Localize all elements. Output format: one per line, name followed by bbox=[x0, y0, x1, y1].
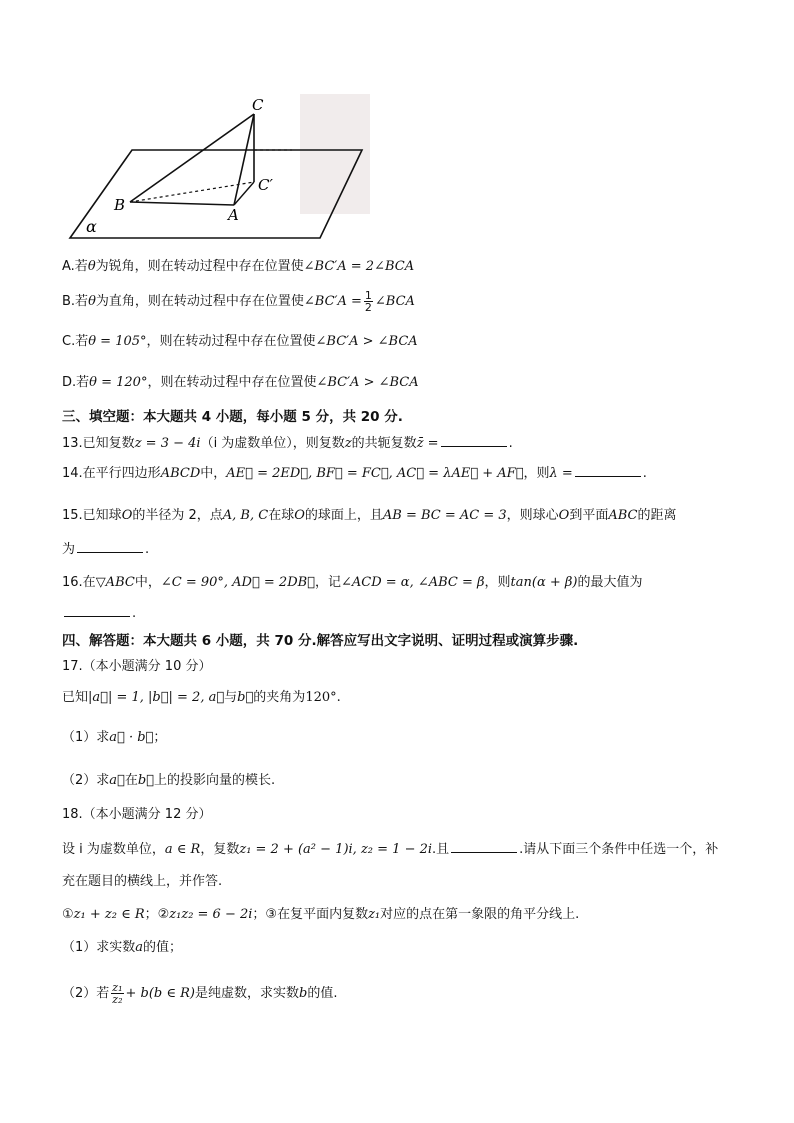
q17-part2-text-b: 在 bbox=[124, 773, 138, 788]
answer-blank[interactable] bbox=[64, 604, 130, 617]
q18-part1-var: a bbox=[135, 940, 144, 955]
q16-tan: tan(α + β) bbox=[510, 575, 578, 590]
answer-blank[interactable] bbox=[451, 840, 517, 853]
q16-text-b: 中， bbox=[134, 575, 161, 590]
q18-opt2-math: z₁z₂ = 6 − 2i bbox=[169, 907, 253, 922]
q13-end: . bbox=[508, 436, 513, 451]
q13-zbar: z̄ = bbox=[416, 436, 439, 451]
q15-text: 15.已知球 bbox=[62, 508, 122, 523]
q17-part1-end: ； bbox=[153, 730, 167, 745]
q14-end: . bbox=[642, 466, 647, 481]
q18-part2-var: b bbox=[299, 986, 308, 1001]
question-15-line2 bbox=[62, 540, 149, 559]
q18-complex: z₁ = 2 + (a² − 1)i, z₂ = 1 − 2i bbox=[239, 842, 433, 857]
label-B: B bbox=[114, 196, 126, 214]
fraction-numerator: z₁ bbox=[112, 981, 123, 994]
q18-opt3-z: z₁ bbox=[368, 907, 381, 922]
q15-abc: ABC bbox=[608, 508, 638, 523]
option-D-condition: θ = 120° bbox=[89, 375, 148, 390]
q17-angle: 120°. bbox=[305, 690, 341, 705]
option-B bbox=[62, 290, 415, 313]
q15-line2: 为 bbox=[62, 542, 76, 557]
q18-text: 设 i 为虚数单位， bbox=[62, 842, 165, 857]
q15-text-e: ，则球心 bbox=[506, 508, 559, 523]
section3-heading: 三、填空题：本大题共 4 小题，每小题 5 分，共 20 分. bbox=[62, 409, 403, 425]
option-A-text: 为锐角，则在转动过程中存在位置使 bbox=[95, 259, 304, 274]
q17-given-text: 已知 bbox=[62, 690, 89, 705]
question-16 bbox=[62, 574, 643, 592]
q18-opt2: ；② bbox=[144, 907, 170, 922]
q14-text-c: ，则 bbox=[523, 466, 550, 481]
option-D-math: ∠BC′A > ∠BCA bbox=[316, 375, 419, 390]
q18-part2-math: + b(b ∈ R) bbox=[125, 986, 195, 1001]
q15-O: O bbox=[294, 508, 305, 523]
q18-opt3: ；③在复平面内复数 bbox=[252, 907, 369, 922]
q16-text-e: 的最大值为 bbox=[577, 575, 643, 590]
q16-end: . bbox=[132, 606, 137, 621]
q17-part1-text: （1）求 bbox=[62, 730, 110, 745]
edge-BA bbox=[130, 202, 234, 205]
q18-options bbox=[62, 906, 579, 924]
question-13 bbox=[62, 434, 513, 453]
option-D-prefix: D.若 bbox=[62, 375, 90, 390]
q15-O: O bbox=[121, 508, 133, 523]
q15-math: AB = BC = AC = 3 bbox=[382, 508, 507, 523]
q18-stem-line2: 充在题目的横线上，并作答. bbox=[62, 874, 223, 889]
q13-text: 13.已知复数 bbox=[62, 436, 135, 451]
q18-part1-end: 的值； bbox=[143, 940, 183, 955]
q18-part2-text-b: 是纯虚数，求实数 bbox=[195, 986, 300, 1001]
q14-lambda: λ = bbox=[549, 466, 573, 481]
q18-part2-text: （2）若 bbox=[62, 986, 110, 1001]
option-C-condition: θ = 105° bbox=[88, 334, 147, 349]
q18-text-b: ，复数 bbox=[200, 842, 240, 857]
q18-opt3-end: 对应的点在第一象限的角平分线上. bbox=[380, 907, 580, 922]
question-16-line2 bbox=[62, 604, 136, 623]
q15-end: . bbox=[145, 542, 150, 557]
q15-O: O bbox=[558, 508, 570, 523]
q14-text-b: 中， bbox=[200, 466, 227, 481]
option-B-text: 为直角，则在转动过程中存在位置使 bbox=[95, 294, 304, 309]
q18-opt1-math: z₁ + z₂ ∈ R bbox=[73, 907, 145, 922]
q17-part2-avec: a⃗ bbox=[109, 773, 125, 788]
option-C-prefix: C.若 bbox=[62, 334, 89, 349]
q17-given-text-c: 的夹角为 bbox=[253, 690, 306, 705]
q18-aR: a ∈ R bbox=[164, 842, 201, 857]
option-C-math: ∠BC′A > ∠BCA bbox=[315, 334, 418, 349]
fraction-denominator: z₂ bbox=[112, 993, 123, 1006]
option-A-theta: θ bbox=[87, 259, 96, 274]
option-B-fraction bbox=[364, 290, 373, 313]
q17-part2-bvec: b⃗ bbox=[137, 773, 154, 788]
q15-text-f: 到平面 bbox=[569, 508, 609, 523]
q14-text: 14.在平行四边形 bbox=[62, 466, 161, 481]
q17-part2-text: （2）求 bbox=[62, 773, 110, 788]
question-15 bbox=[62, 507, 677, 525]
q18-title: 18.（本小题满分 12 分） bbox=[62, 807, 212, 822]
label-alpha: α bbox=[86, 217, 97, 236]
question-14 bbox=[62, 464, 647, 483]
option-C-text: ，则在转动过程中存在位置使 bbox=[146, 334, 316, 349]
answer-blank[interactable] bbox=[575, 464, 641, 477]
q16-triangle: ▽ABC bbox=[95, 575, 135, 590]
answer-blank[interactable] bbox=[77, 540, 143, 553]
q18-part2-fraction bbox=[111, 982, 123, 1005]
q15-text-c: 在球 bbox=[268, 508, 295, 523]
q17-given-math: |a⃗| = 1, |b⃗| = 2, a⃗ bbox=[88, 690, 225, 705]
q16-text-c: ，记 bbox=[314, 575, 341, 590]
q18-part1 bbox=[62, 939, 182, 957]
option-B-math-right: ∠BCA bbox=[374, 294, 415, 309]
option-D bbox=[62, 374, 419, 392]
q13-text-b: （i 为虚数单位），则复数 bbox=[200, 436, 345, 451]
q18-part2-end: 的值. bbox=[307, 986, 338, 1001]
q18-stem bbox=[62, 840, 718, 859]
option-A-math: ∠BC′A = 2∠BCA bbox=[303, 259, 415, 274]
answer-blank[interactable] bbox=[441, 434, 507, 447]
q16-text: 16.在 bbox=[62, 575, 96, 590]
option-A bbox=[62, 258, 414, 276]
label-C-prime: C′ bbox=[258, 176, 273, 194]
label-A: A bbox=[228, 206, 239, 224]
option-C bbox=[62, 333, 418, 351]
q13-math: z = 3 − 4i bbox=[134, 436, 201, 451]
option-D-text: ，则在转动过程中存在位置使 bbox=[147, 375, 317, 390]
q13-text-c: 的共轭复数 bbox=[351, 436, 417, 451]
fraction-denominator: 2 bbox=[364, 301, 372, 314]
edge-BC bbox=[130, 114, 254, 202]
q17-given bbox=[62, 689, 341, 707]
fraction-numerator: 1 bbox=[364, 289, 372, 302]
q17-part1-math: a⃗ · b⃗ bbox=[109, 730, 154, 745]
q16-math2: ∠ACD = α, ∠ABC = β bbox=[340, 575, 485, 590]
option-B-math-left: ∠BC′A = bbox=[303, 294, 362, 309]
q17-bvec: b⃗ bbox=[237, 690, 254, 705]
q16-text-d: ，则 bbox=[484, 575, 511, 590]
q17-part2 bbox=[62, 772, 275, 790]
q14-abcd: ABCD bbox=[160, 466, 201, 481]
q18-text-d: .请从下面三个条件中任选一个，补 bbox=[519, 842, 719, 857]
q15-points: A, B, C bbox=[222, 508, 269, 523]
q15-text-b: 的半径为 2，点 bbox=[132, 508, 223, 523]
q16-math: ∠C = 90°, AD⃗ = 2DB⃗ bbox=[160, 575, 315, 590]
label-C: C bbox=[252, 96, 264, 114]
q17-title: 17.（本小题满分 10 分） bbox=[62, 659, 212, 674]
option-A-prefix: A.若 bbox=[62, 259, 88, 274]
option-B-prefix: B.若 bbox=[62, 294, 89, 309]
section4-heading: 四、解答题：本大题共 6 小题，共 70 分.解答应写出文字说明、证明过程或演算步骤. bbox=[62, 633, 579, 649]
edge-CA bbox=[234, 114, 254, 205]
q17-part2-text-c: 上的投影向量的模长. bbox=[153, 773, 276, 788]
option-B-theta: θ bbox=[88, 294, 96, 309]
q17-given-text-b: 与 bbox=[224, 690, 238, 705]
q17-part1 bbox=[62, 729, 166, 747]
q18-text-c: .且 bbox=[432, 842, 450, 857]
q18-part2 bbox=[62, 982, 337, 1005]
q18-part1-text: （1）求实数 bbox=[62, 940, 136, 955]
q15-text-d: 的球面上，且 bbox=[304, 508, 383, 523]
q15-text-g: 的距离 bbox=[637, 508, 677, 523]
geometry-figure bbox=[62, 92, 372, 247]
q18-opt1: ① bbox=[62, 907, 74, 922]
q14-math: AE⃗ = 2ED⃗, BF⃗ = FC⃗, AC⃗ = λAE⃗ + AF⃗ bbox=[226, 466, 524, 481]
q13-z: z bbox=[344, 436, 352, 451]
